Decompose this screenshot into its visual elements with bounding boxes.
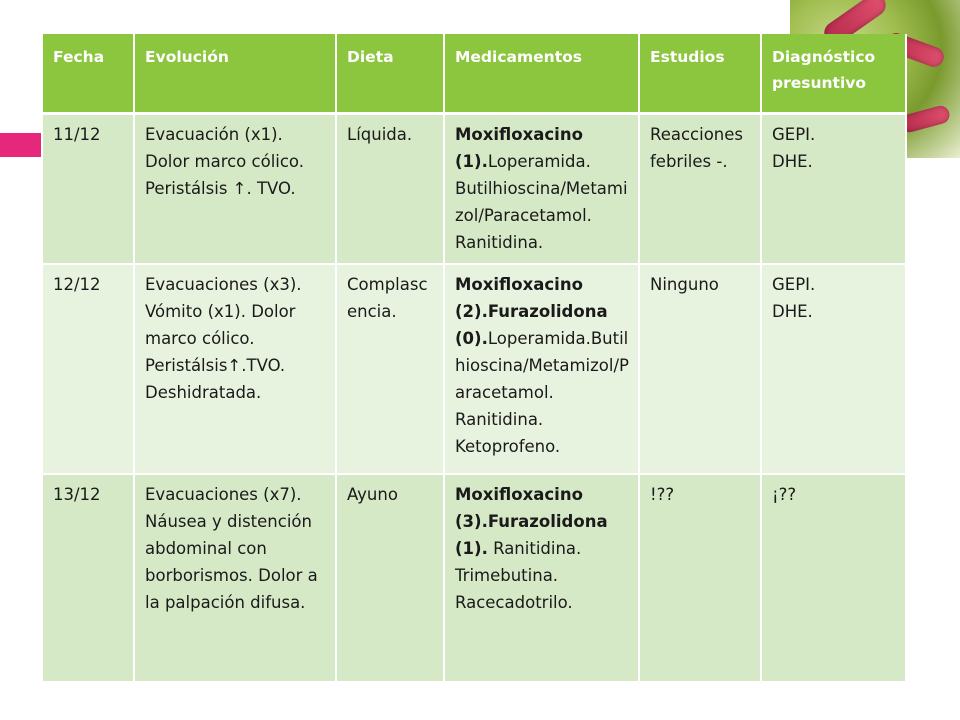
diagnostico-line: GEPI. [772, 274, 816, 294]
med-rest: Loperamida.Butilhioscina/Metamizol/Paracetamol. Ranitidina. Ketoprofeno. [455, 328, 629, 456]
cell-medicamentos [444, 474, 639, 682]
med-bold: Moxifloxacino (2).Furazolidona (0). [455, 274, 608, 348]
cell-diagnostico [761, 114, 906, 264]
diagnostico-line: DHE. [772, 152, 813, 171]
med-bold: Moxifloxacino (3).Furazolidona (1). [455, 484, 608, 558]
cell-diagnostico [761, 264, 906, 474]
header-diagnostico: Diagnóstico presuntivo [761, 34, 906, 114]
table-row [42, 264, 906, 474]
treatment-table [41, 34, 907, 683]
cell-fecha: 11/12 [42, 114, 134, 264]
med-rest: Loperamida. Butilhioscina/Metamizol/Paracetamol. Ranitidina. [455, 152, 628, 252]
cell-estudios: Ninguno [639, 264, 761, 474]
header-fecha: Fecha [42, 34, 134, 114]
diagnostico-line: ¡?? [772, 484, 797, 504]
cell-medicamentos [444, 114, 639, 264]
cell-dieta: Ayuno [336, 474, 444, 682]
cell-dieta: Complascencia. [336, 264, 444, 474]
cell-fecha: 13/12 [42, 474, 134, 682]
diagnostico-line: DHE. [772, 301, 813, 321]
cell-diagnostico [761, 474, 906, 682]
cell-fecha: 12/12 [42, 264, 134, 474]
med-bold: Moxifloxacino (1). [455, 125, 583, 171]
header-estudios: Estudios [639, 34, 761, 114]
header-medicamentos: Medicamentos [444, 34, 639, 114]
cell-evolucion: Evacuación (x1). Dolor marco cólico. Peristálsis ↑. TVO. [134, 114, 336, 264]
med-rest: Ranitidina. Trimebutina. Racecadotrilo. [455, 538, 582, 612]
accent-bar [0, 133, 42, 157]
cell-dieta: Líquida. [336, 114, 444, 264]
cell-evolucion: Evacuaciones (x3). Vómito (x1). Dolor marco cólico. Peristálsis↑.TVO. Deshidratada. [134, 264, 336, 474]
cell-medicamentos [444, 264, 639, 474]
diagnostico-line: GEPI. [772, 125, 816, 144]
cell-estudios: !?? [639, 474, 761, 682]
header-evolucion: Evolución [134, 34, 336, 114]
header-dieta: Dieta [336, 34, 444, 114]
table-row [42, 114, 906, 264]
cell-evolucion: Evacuaciones (x7). Náusea y distención abdominal con borborismos. Dolor a la palpación difusa. [134, 474, 336, 682]
cell-estudios: Reacciones febriles -. [639, 114, 761, 264]
table-header-row [42, 34, 906, 114]
table-row [42, 474, 906, 682]
